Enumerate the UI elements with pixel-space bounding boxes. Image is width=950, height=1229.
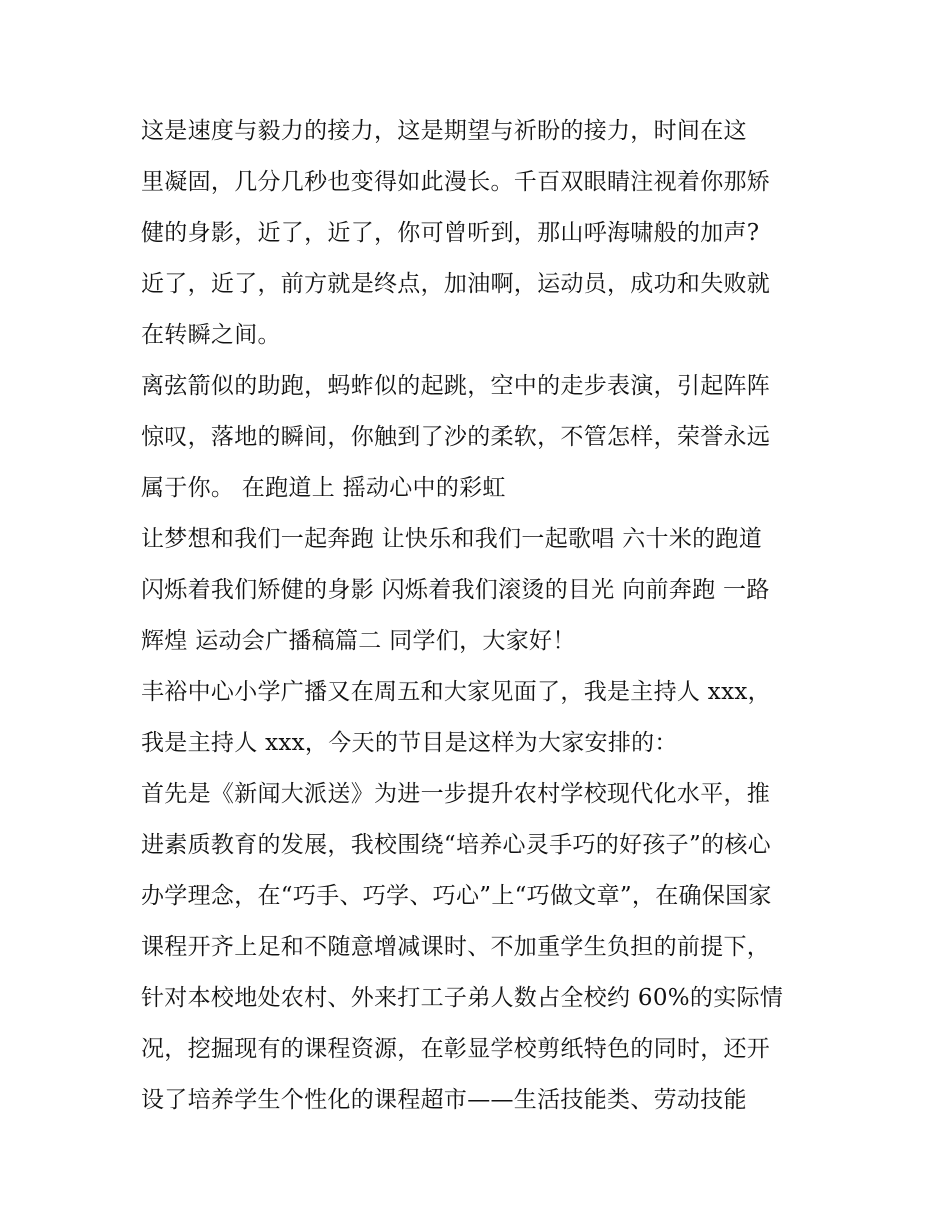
text-line: 针对本校地处农村、外来打工子弟人数占全校约 60%的实际情 bbox=[141, 985, 784, 1011]
text-line: 辉煌 运动会广播稿篇二 同学们，大家好！ bbox=[141, 628, 576, 654]
text-line: 首先是《新闻大派送》为进一步提升农村学校现代化水平，推 bbox=[141, 781, 771, 807]
text-line: 让梦想和我们一起奔跑 让快乐和我们一起歌唱 六十米的跑道 bbox=[141, 526, 763, 552]
text-line: 属于你。 在跑道上 摇动心中的彩虹 bbox=[141, 475, 506, 501]
text-line: 里凝固，几分几秒也变得如此漫长。千百双眼睛注视着你那矫 bbox=[141, 169, 771, 195]
text-line: 设了培养学生个性化的课程超市——生活技能类、劳动技能 bbox=[141, 1087, 747, 1113]
text-line: 丰裕中心小学广播又在周五和大家见面了，我是主持人 xxx， bbox=[141, 679, 771, 705]
text-line: 我是主持人 xxx，今天的节目是这样为大家安排的： bbox=[141, 730, 678, 756]
text-line: 离弦箭似的助跑，蚂蚱似的起跳，空中的走步表演，引起阵阵 bbox=[141, 373, 771, 399]
text-line: 健的身影，近了，近了，你可曾听到，那山呼海啸般的加声? bbox=[141, 220, 760, 246]
text-line: 闪烁着我们矫健的身影 闪烁着我们滚烫的目光 向前奔跑 一路 bbox=[141, 577, 770, 603]
text-line: 这是速度与毅力的接力，这是期望与祈盼的接力，时间在这 bbox=[141, 118, 747, 144]
text-line: 进素质教育的发展，我校围绕“培养心灵手巧的好孩子”的核心 bbox=[141, 832, 771, 858]
text-line: 况，挖掘现有的课程资源，在彰显学校剪纸特色的同时，还开 bbox=[141, 1036, 771, 1062]
text-line: 近了，近了，前方就是终点，加油啊，运动员，成功和失败就 bbox=[141, 271, 771, 297]
text-line: 在转瞬之间。 bbox=[141, 322, 281, 348]
text-line: 课程开齐上足和不随意增减课时、不加重学生负担的前提下， bbox=[141, 934, 771, 960]
body-text bbox=[141, 106, 821, 1126]
text-line: 惊叹，落地的瞬间，你触到了沙的柔软，不管怎样，荣誉永远 bbox=[141, 424, 771, 450]
text-line: 办学理念，在“巧手、巧学、巧心”上“巧做文章”，在确保国家 bbox=[141, 883, 772, 909]
